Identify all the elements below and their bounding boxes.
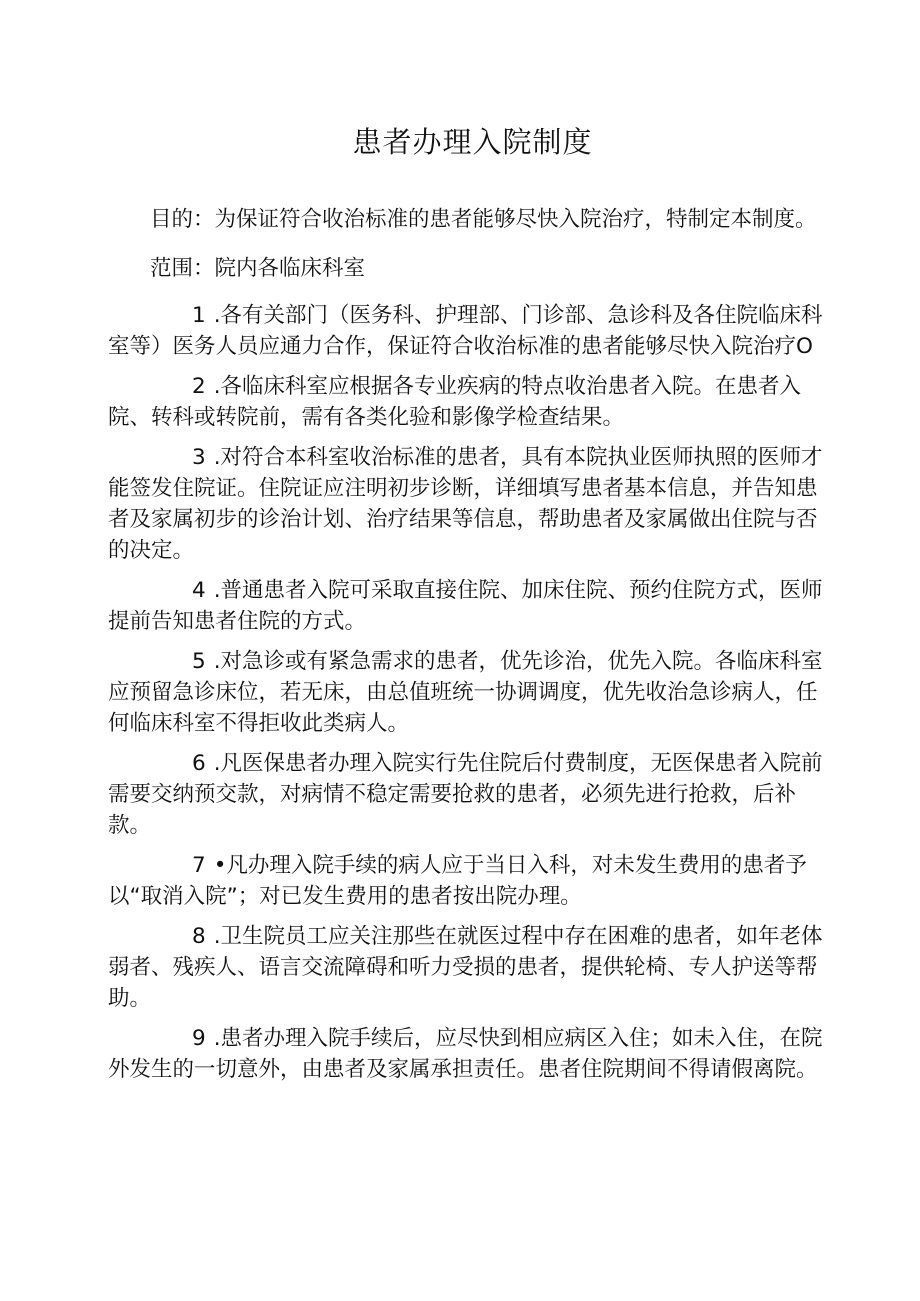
item-number: 2	[192, 374, 206, 399]
purpose-paragraph: 目的：为保证符合收治标准的患者能够尽快入院治疗，特制定本制度。	[150, 207, 817, 232]
item-number: 5	[192, 649, 206, 674]
item-text: .对符合本科室收治标准的患者，具有本院执业医师执照的医师才能签发住院证。住院证应注明初步诊断，详细填写患者基本信息，并告知患者及家属初步的诊治计划、治疗结果等信息，帮助患者及家属做出住院与否的决定。	[108, 445, 823, 563]
item-text: •凡办理入院手续的病人应于当日入科，对未发生费用的患者予以“取消入院”；对已发生费用的患者按出院办理。	[108, 853, 807, 909]
item-number: 8	[192, 924, 206, 949]
item-text: .各临床科室应根据各专业疾病的特点收治患者入院。在患者入院、转科或转院前，需有各类化验和影像学检查结果。	[108, 374, 802, 430]
item-text: .卫生院员工应关注那些在就医过程中存在困难的患者，如年老体弱者、残疾人、语言交流障碍和听力受损的患者，提供轮椅、专人护送等帮助。	[108, 924, 823, 1011]
list-item	[108, 575, 838, 637]
item-number: 1	[192, 303, 206, 328]
scope-paragraph: 范围：院内各临床科室	[150, 256, 366, 281]
item-number: 7	[192, 853, 206, 878]
item-text: .凡医保患者办理入院实行先住院后付费制度，无医保患者入院前需要交纳预交款，对病情不稳定需要抢救的患者，必须先进行抢救，后补款。	[108, 751, 823, 838]
item-text: .对急诊或有紧急需求的患者，优先诊治，优先入院。各临床科室应预留急诊床位，若无床，由总值班统一协调调度，优先收治急诊病人，任何临床科室不得拒收此类病人。	[108, 649, 823, 736]
list-item	[108, 300, 838, 362]
item-number: 6	[192, 751, 206, 776]
list-item	[108, 646, 838, 739]
page-title: 患者办理入院制度	[352, 125, 593, 159]
item-number: 3	[192, 445, 206, 470]
list-item	[108, 921, 838, 1014]
list-item	[108, 1023, 838, 1085]
item-text: .各有关部门（医务科、护理部、门诊部、急诊科及各住院临床科室等）医务人员应通力合作，保证符合收治标准的患者能够尽快入院治疗O	[108, 303, 823, 359]
item-number: 4	[192, 578, 206, 603]
item-number: 9	[192, 1026, 206, 1051]
list-item	[108, 371, 838, 433]
list-item	[108, 442, 838, 566]
list-item	[108, 850, 838, 912]
document-body	[108, 204, 838, 1094]
item-text: .普通患者入院可采取直接住院、加床住院、预约住院方式，医师提前告知患者住院的方式。	[108, 578, 823, 634]
item-text: .患者办理入院手续后，应尽快到相应病区入住；如未入住，在院外发生的一切意外，由患者及家属承担责任。患者住院期间不得请假离院。	[108, 1026, 823, 1082]
list-item	[108, 748, 838, 841]
